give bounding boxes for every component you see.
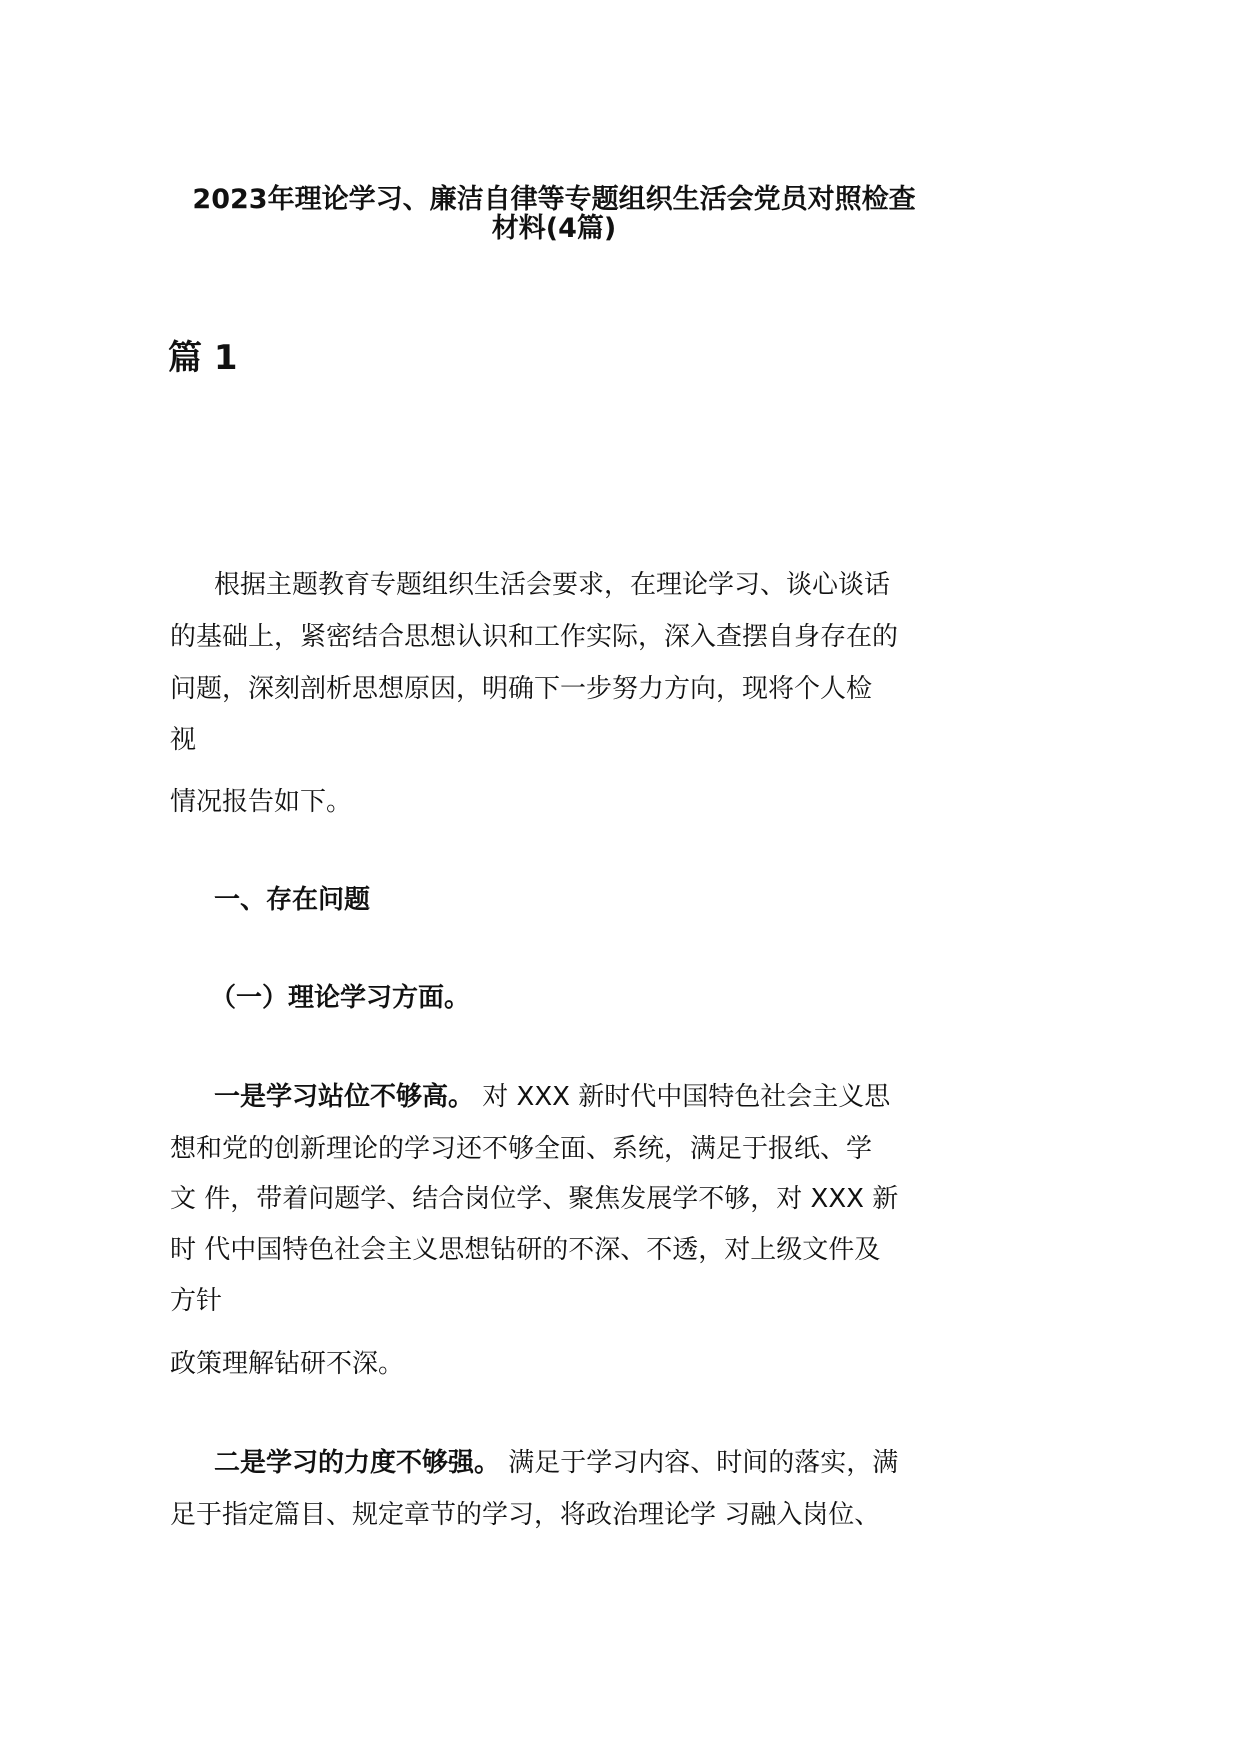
subsection-heading: （一）理论学习方面。 (210, 983, 471, 1013)
point-2-line-2: 足于指定篇目、规定章节的学习，将政治理论学 习融入岗位、 (170, 1500, 881, 1530)
intro-line-5: 情况报告如下。 (170, 787, 353, 817)
chapter-label: 篇 1 (168, 338, 238, 378)
point-2-lead: 二是学习的力度不够强。 (214, 1448, 501, 1478)
document-title-line-2: 材料(4篇) (491, 213, 617, 244)
point-1-line-4: 时 代中国特色社会主义思想钻研的不深、不透，对上级文件及 (170, 1235, 881, 1265)
point-1-line-1-text: 对 XXX 新时代中国特色社会主义思 (474, 1082, 891, 1112)
point-1-lead: 一是学习站位不够高。 (214, 1082, 475, 1112)
intro-line-4: 视 (170, 725, 197, 755)
point-2-line-1-text: 满足于学习内容、时间的落实，满 (500, 1448, 899, 1478)
section-heading: 一、存在问题 (214, 885, 371, 915)
point-1-line-5: 方针 (170, 1286, 223, 1316)
intro-line-2: 的基础上，紧密结合思想认识和工作实际，深入查摆自身存在的 (170, 622, 899, 652)
intro-line-1: 根据主题教育专题组织生活会要求，在理论学习、谈心谈话 (214, 570, 891, 600)
intro-line-3: 问题，深刻剖析思想原因，明确下一步努力方向，现将个人检 (170, 674, 873, 704)
point-1-line-6: 政策理解钻研不深。 (170, 1349, 405, 1379)
point-1-line-2: 想和党的创新理论的学习还不够全面、系统，满足于报纸、学 (170, 1134, 873, 1164)
point-2-line-1 (214, 1447, 898, 1479)
document-title-line-1: 2023年理论学习、廉洁自律等专题组织生活会党员对照检查 (192, 184, 916, 215)
point-1-line-1 (214, 1081, 890, 1113)
point-1-line-3: 文 件，带着问题学、结合岗位学、聚焦发展学不够，对 XXX 新 (170, 1184, 899, 1214)
